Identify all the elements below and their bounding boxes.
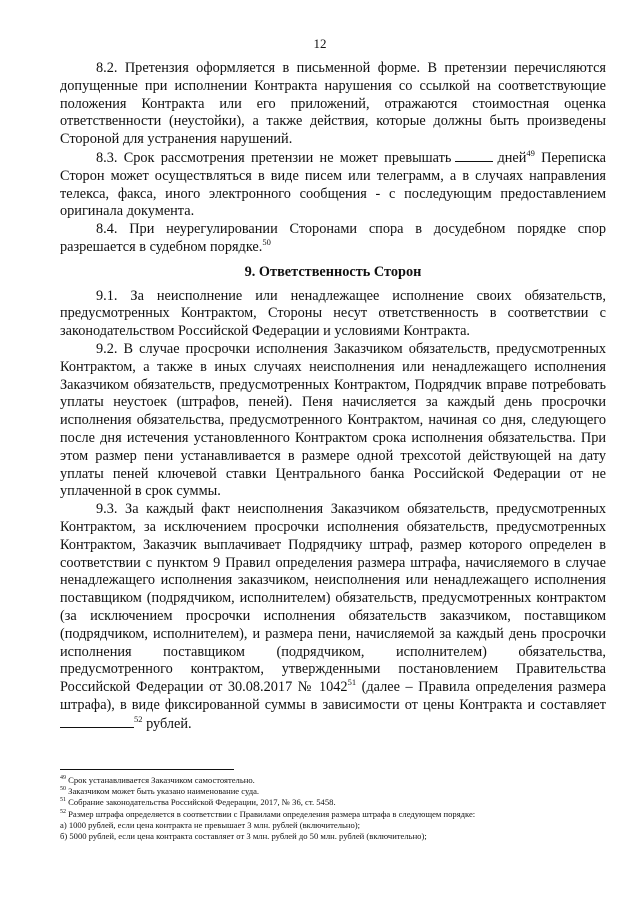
footnote-text: Собрание законодательства Российской Федерации, 2017, № 36, ст. 5458. — [66, 797, 336, 808]
document-body — [60, 60, 606, 733]
paragraph-9-3-rubles: рублей. — [142, 715, 192, 732]
paragraph-8-4 — [60, 221, 606, 257]
footnote-ref-52: 52 — [134, 713, 143, 724]
footnote-divider — [60, 769, 234, 770]
footnote-text: Срок устанавливается Заказчиком самостоятельно. — [66, 775, 255, 785]
paragraph-8-2: 8.2. Претензия оформляется в письменной форме. В претензии перечисляются допущенные при исполнении Контракта нарушения со ссылкой на соответствующие положения Контракта или его приложений, отражаются стоимостная оценка ответственности (неустойки), а также действия, которые должны быть произведены Стороной для устранения нарушений. — [60, 60, 606, 148]
paragraph-8-3 — [60, 149, 606, 221]
paragraph-8-3-text: 8.3. Срок рассмотрения претензии не может превышать — [96, 149, 452, 166]
footnote-text: Размер штрафа определяется в соответствии с Правилами определения размера штрафа в следующем порядке: — [66, 808, 476, 819]
paragraph-8-4-text: 8.4. При неурегулировании Сторонами спора в досудебном порядке спор разрешается в судебном порядке. — [60, 221, 606, 255]
footnote-ref-50: 50 — [262, 237, 271, 248]
footnote-52-item-b: б) 5000 рублей, если цена контракта составляет от 3 млн. рублей до 50 млн. рублей (включительно); — [60, 831, 427, 842]
footnote-text: Заказчиком может быть указано наименование суда. — [66, 786, 260, 797]
footnote-ref-51: 51 — [347, 677, 357, 688]
footnotes — [60, 769, 606, 842]
footnote-number: 51 — [60, 797, 66, 804]
paragraph-9-3-text: 9.3. За каждый факт неисполнения Заказчиком обязательств, предусмотренных Контрактом, за исключением просрочки исполнения обязательств, предусмотренных Контрактом, Заказчик выплачивает Подрядчику штраф, размер которого определен в соответствии с пунктом 9 Правил определения размера штрафа, начисляемого в случае ненадлежащего исполнения заказчиком, неисполнения или ненадлежащего исполнения поставщиком (подрядчиком, исполнителем) обязательств, предусмотренных контрактом (за исключением просрочки исполнения обязательств заказчиком, поставщиком (подрядчиком, исполнителем), и размера пени, начисляемой за каждый день просрочки исполнения поставщиком (подрядчиком, исполнителем) обязательства, предусмотренного контрактом, утвержденными постановлением Правительства Российской Федерации от 30.08.2017 № 1042 — [60, 501, 606, 696]
footnote-50 — [60, 786, 606, 797]
paragraph-9-2: 9.2. В случае просрочки исполнения Заказчиком обязательств, предусмотренных Контрактом, а также в иных случаях неисполнения или ненадлежащего исполнения Заказчиком обязательств, предусмотренных Контрактом, Подрядчик вправе потребовать уплаты неустоек (штрафов, пеней). Пеня начисляется за каждый день просрочки исполнения обязательства, предусмотренного Контрактом, начиная со дня, следующего после дня истечения установленного Контрактом срока исполнения обязательства. При этом размер пени устанавливается в размере одной трехсотой действующей на дату уплаты пеней ключевой ставки Центрального банка Российской Федерации от не уплаченной в срок суммы. — [60, 340, 606, 500]
footnote-51 — [60, 797, 606, 808]
footnote-ref-49: 49 — [526, 148, 535, 159]
paragraph-9-1: 9.1. За неисполнение или ненадлежащее исполнение своих обязательств, предусмотренных Контрактом, Стороны несут ответственность в соответствии с законодательством Российской Федерации и условиями Контракта. — [60, 287, 606, 340]
paragraph-9-3-text-2: (далее – Правила определения размера штрафа), в виде фиксированной суммы в зависимости от цены Контракта и составляет — [60, 679, 606, 713]
footnote-number: 50 — [60, 786, 66, 793]
section-heading: 9. Ответственность Сторон — [244, 263, 422, 280]
paragraph-8-3-rest: Переписка Сторон может осуществляться в виде писем или телеграмм, а в случаях направления телекса, факса, иного электронного сообщения - с последующим предоставлением оригинала документа. — [60, 149, 606, 220]
paragraph-8-3-days: дней — [497, 149, 527, 166]
footnote-number: 49 — [60, 775, 66, 782]
paragraph-9-3 — [60, 501, 606, 733]
footnote-49 — [60, 775, 606, 786]
footnote-52 — [60, 809, 606, 820]
page-number: 12 — [313, 36, 327, 51]
footnote-52-item-a: а) 1000 рублей, если цена контракта не превышает 3 млн. рублей (включительно); — [60, 819, 361, 830]
amount-blank-line — [60, 715, 134, 728]
footnote-number: 52 — [60, 808, 66, 815]
days-blank-line — [455, 149, 493, 162]
